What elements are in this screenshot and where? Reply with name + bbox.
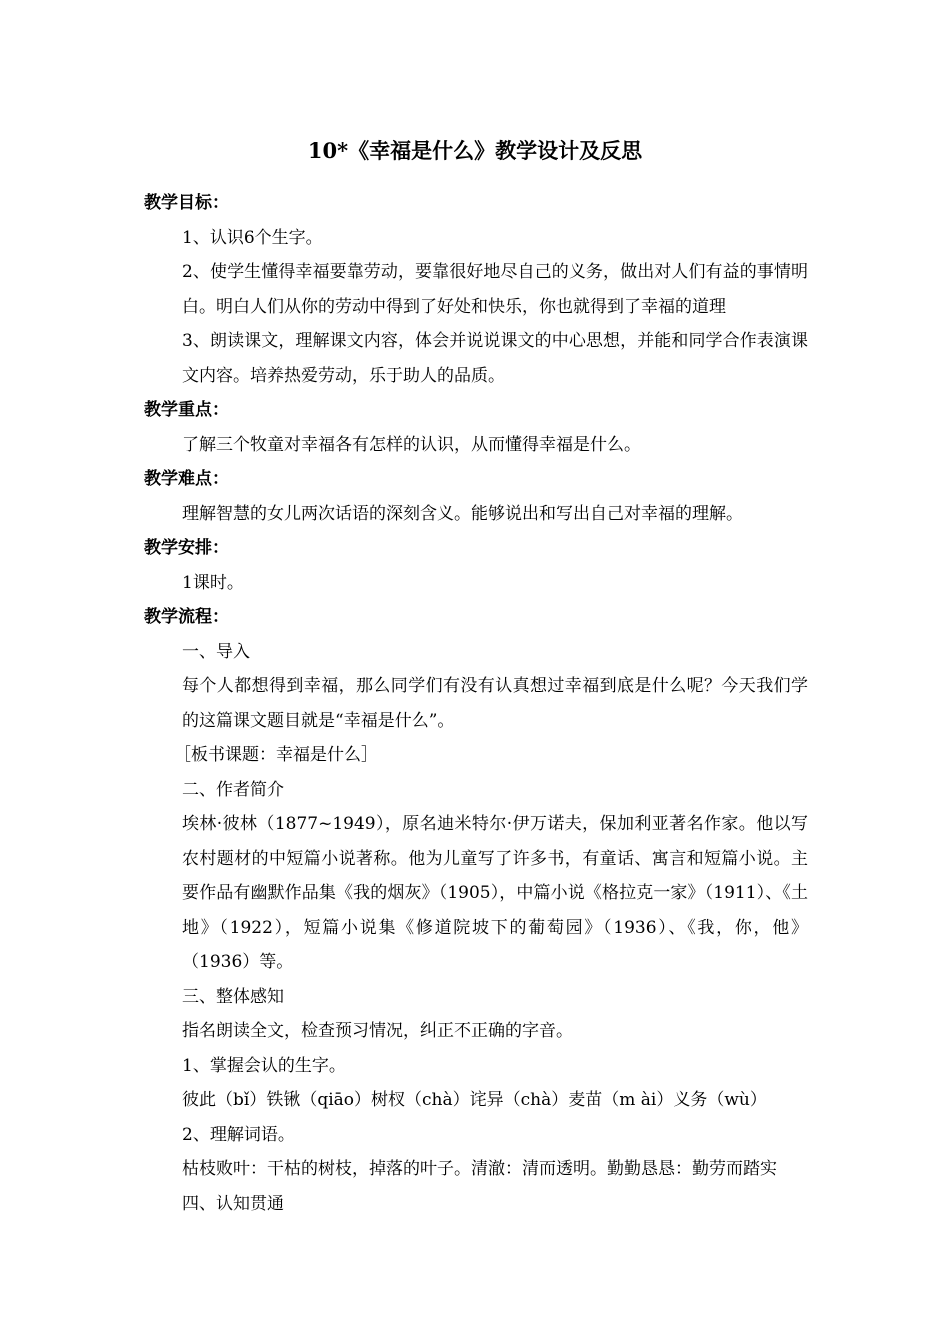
section-1-text: 每个人都想得到幸福，那么同学们有没有认真想过幸福到底是什么呢？今天我们学的这篇课文题目就是“幸福是什么”。 xyxy=(182,676,808,731)
section-3-sub-2: 2、理解词语。 xyxy=(182,1124,295,1145)
goal-item-2: 2、使学生懂得幸福要靠劳动，要靠很好地尽自己的义务，做出对人们有益的事情明白。明白人们从你的劳动中得到了好处和快乐，你也就得到了幸福的道理 xyxy=(182,262,808,317)
document-body xyxy=(144,186,808,1221)
goals-heading: 教学目标： xyxy=(144,193,229,213)
difficulty-heading: 教学难点： xyxy=(144,469,229,489)
section-4-title: 四、认知贯通 xyxy=(182,1193,284,1214)
section-3-sub-1: 1、掌握会认的生字。 xyxy=(182,1055,346,1076)
difficulty-text: 理解智慧的女儿两次话语的深刻含义。能够说出和写出自己对幸福的理解。 xyxy=(182,503,743,524)
section-1-board: ［板书课题：幸福是什么］ xyxy=(174,745,378,765)
section-2-text: 埃林·彼林（1877~1949），原名迪米特尔·伊万诺夫，保加利亚著名作家。他以写农村题材的中短篇小说著称。他为儿童写了许多书，有童话、寓言和短篇小说。主要作品有幽默作品集《我的烟灰》（1905），中篇小说《格拉克一家》（1911）、《土地》（1922），短篇小说集《修道院坡下的葡萄园》（1936）、《我，你，他》（1936）等。 xyxy=(182,814,808,972)
key-point-heading: 教学重点： xyxy=(144,400,229,420)
section-2-title: 二、作者简介 xyxy=(182,779,284,800)
section-3-title: 三、整体感知 xyxy=(182,986,284,1007)
schedule-text: 1课时。 xyxy=(182,572,244,593)
schedule-heading: 教学安排： xyxy=(144,538,229,558)
section-3-vocab: 枯枝败叶：干枯的树枝，掉落的叶子。清澈：清而透明。勤勤恳恳：勤劳而踏实 xyxy=(182,1159,777,1179)
goal-item-3: 3、朗读课文，理解课文内容，体会并说说课文的中心思想，并能和同学合作表演课文内容。培养热爱劳动，乐于助人的品质。 xyxy=(182,331,808,386)
section-3-words: 彼此（bǐ）铁锹（qiāo）树杈（chà）诧异（chà）麦苗（m ài）义务（wù） xyxy=(182,1090,767,1110)
section-3-text: 指名朗读全文，检查预习情况，纠正不正确的字音。 xyxy=(182,1021,573,1041)
section-1-title: 一、导入 xyxy=(182,641,250,662)
process-heading: 教学流程： xyxy=(144,607,229,627)
document-title: 10*《幸福是什么》教学设计及反思 xyxy=(307,138,643,163)
goal-item-1: 1、认识6个生字。 xyxy=(182,227,323,248)
key-point-text: 了解三个牧童对幸福各有怎样的认识，从而懂得幸福是什么。 xyxy=(182,434,641,455)
